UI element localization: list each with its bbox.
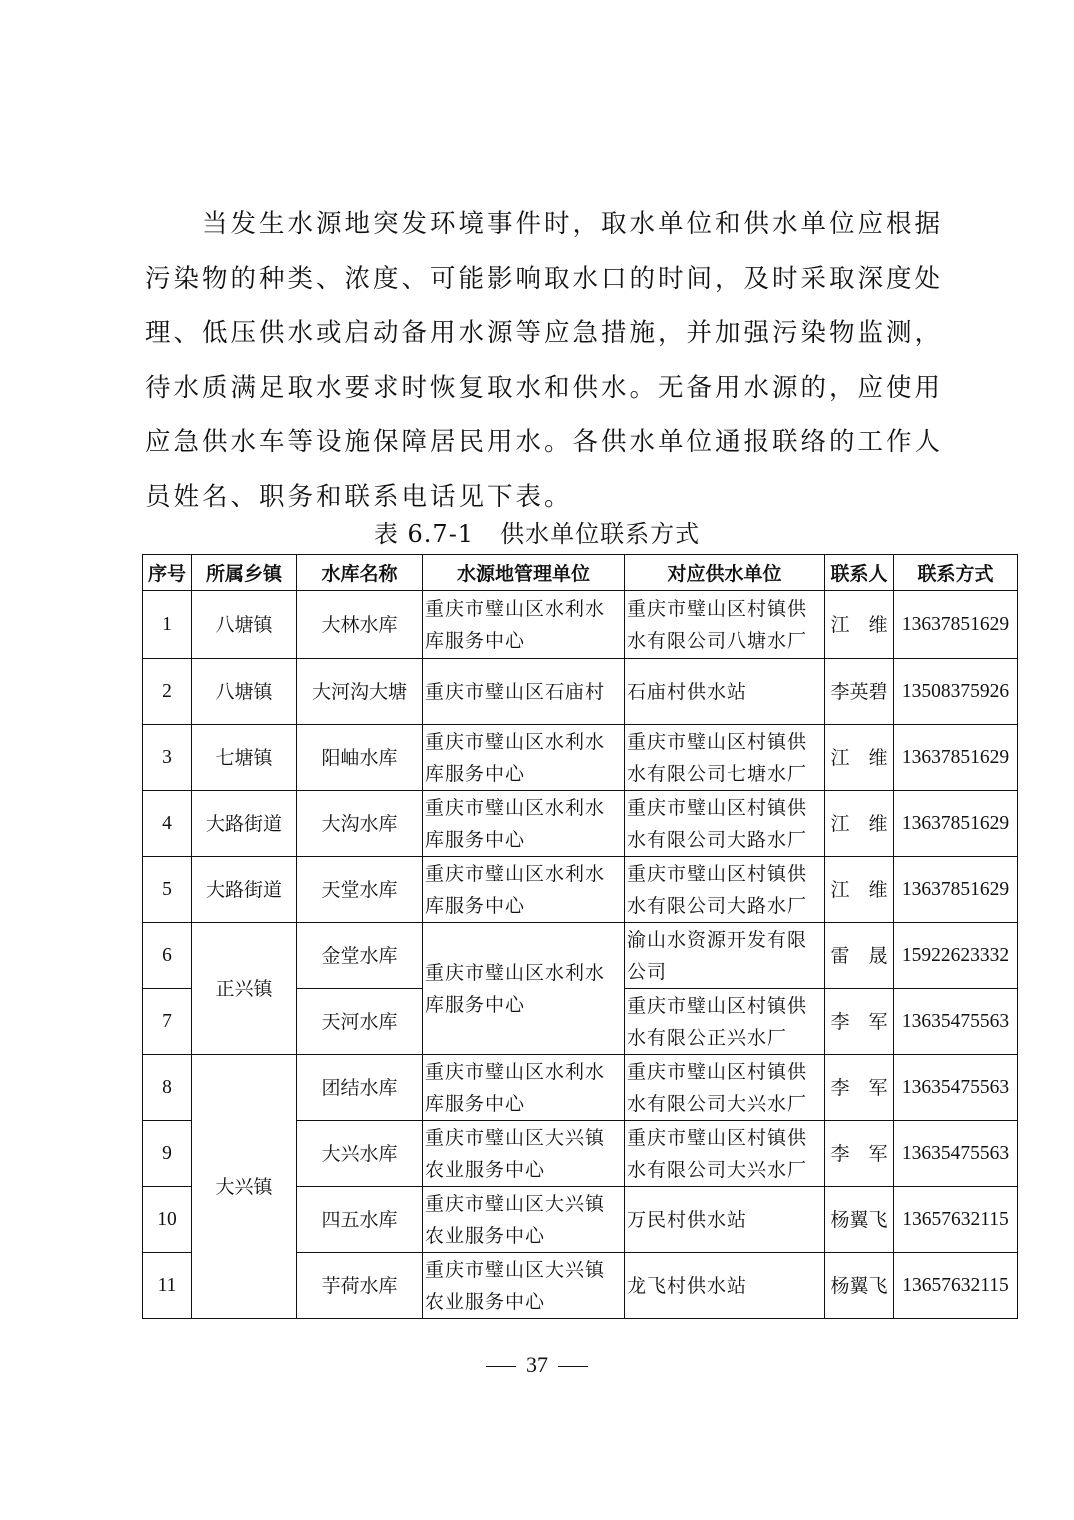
contact-person-cell: 李 军	[825, 1121, 894, 1187]
paragraph-line: 员姓名、职务和联系电话见下表。	[145, 481, 573, 512]
supplier-cell: 重庆市璧山区村镇供水有限公司大兴水厂	[625, 1055, 825, 1121]
phone-cell: 15922623332	[894, 923, 1018, 989]
header-cell: 序号	[143, 555, 192, 591]
manager-cell: 重庆市璧山区水利水库服务中心	[423, 857, 625, 923]
town-cell: 八塘镇	[192, 591, 297, 659]
contact-person-cell: 杨翼飞	[825, 1253, 894, 1319]
supplier-cell: 龙飞村供水站	[625, 1253, 825, 1319]
manager-cell: 重庆市璧山区水利水库服务中心	[423, 923, 625, 1055]
supplier-cell: 重庆市璧山区村镇供水有限公司八塘水厂	[625, 591, 825, 659]
table-caption-title: 供水单位联系方式	[500, 520, 701, 548]
header-cell: 联系方式	[894, 555, 1018, 591]
row-number: 9	[143, 1121, 192, 1187]
manager-cell: 重庆市璧山区水利水库服务中心	[423, 1055, 625, 1121]
contact-person-cell: 李英碧	[825, 659, 894, 725]
paragraph-line: 理、低压供水或启动备用水源等应急措施，并加强污染物监测，	[145, 318, 944, 348]
supplier-cell: 渝山水资源开发有限公司	[625, 923, 825, 989]
phone-cell: 13508375926	[894, 659, 1018, 725]
table-header-row	[143, 555, 1018, 591]
row-number: 7	[143, 989, 192, 1055]
table-row	[143, 659, 1018, 725]
contact-person-cell: 江 维	[825, 791, 894, 857]
page-number-text: 37	[526, 1352, 548, 1377]
page-number-dash-left	[486, 1366, 516, 1367]
manager-cell: 重庆市璧山区水利水库服务中心	[423, 791, 625, 857]
town-cell: 正兴镇	[192, 923, 297, 1055]
table-row	[143, 1055, 1018, 1121]
row-number: 1	[143, 591, 192, 659]
supplier-cell: 重庆市璧山区村镇供水有限公司七塘水厂	[625, 725, 825, 791]
reservoir-cell: 四五水库	[297, 1187, 423, 1253]
contact-person-cell: 李 军	[825, 1055, 894, 1121]
reservoir-cell: 阳岫水库	[297, 725, 423, 791]
manager-cell: 重庆市璧山区大兴镇农业服务中心	[423, 1253, 625, 1319]
phone-cell: 13635475563	[894, 1055, 1018, 1121]
manager-cell: 重庆市璧山区水利水库服务中心	[423, 725, 625, 791]
reservoir-cell: 大林水库	[297, 591, 423, 659]
supplier-cell: 重庆市璧山区村镇供水有限公司大路水厂	[625, 857, 825, 923]
contact-person-cell: 杨翼飞	[825, 1187, 894, 1253]
contact-person-cell: 李 军	[825, 989, 894, 1055]
town-cell: 大路街道	[192, 791, 297, 857]
town-cell: 大路街道	[192, 857, 297, 923]
header-cell: 对应供水单位	[625, 555, 825, 591]
phone-cell: 13637851629	[894, 857, 1018, 923]
phone-cell: 13637851629	[894, 725, 1018, 791]
manager-cell: 重庆市璧山区大兴镇农业服务中心	[423, 1187, 625, 1253]
paragraph-line: 当发生水源地突发环境事件时，取水单位和供水单位应根据	[202, 209, 944, 239]
row-number: 11	[143, 1253, 192, 1319]
header-cell: 水源地管理单位	[423, 555, 625, 591]
table-caption-number: 表 6.7-1	[373, 520, 475, 548]
table-row	[143, 857, 1018, 923]
contact-person-cell: 江 维	[825, 725, 894, 791]
town-cell: 七塘镇	[192, 725, 297, 791]
reservoir-cell: 天堂水库	[297, 857, 423, 923]
phone-cell: 13635475563	[894, 1121, 1018, 1187]
phone-cell: 13637851629	[894, 791, 1018, 857]
manager-cell: 重庆市璧山区石庙村	[423, 659, 625, 725]
reservoir-cell: 金堂水库	[297, 923, 423, 989]
header-cell: 水库名称	[297, 555, 423, 591]
phone-cell: 13657632115	[894, 1187, 1018, 1253]
body-paragraph	[145, 197, 945, 524]
paragraph-line: 应急供水车等设施保障居民用水。各供水单位通报联络的工作人	[145, 427, 944, 457]
table-row	[143, 725, 1018, 791]
supplier-cell: 石庙村供水站	[625, 659, 825, 725]
reservoir-cell: 团结水库	[297, 1055, 423, 1121]
page-number	[0, 1352, 1074, 1378]
reservoir-cell: 大沟水库	[297, 791, 423, 857]
row-number: 10	[143, 1187, 192, 1253]
phone-cell: 13635475563	[894, 989, 1018, 1055]
reservoir-cell: 芋荷水库	[297, 1253, 423, 1319]
supplier-cell: 重庆市璧山区村镇供水有限公司大兴水厂	[625, 1121, 825, 1187]
contact-table	[142, 554, 1018, 1319]
row-number: 6	[143, 923, 192, 989]
reservoir-cell: 大兴水库	[297, 1121, 423, 1187]
manager-cell: 重庆市璧山区水利水库服务中心	[423, 591, 625, 659]
header-cell: 联系人	[825, 555, 894, 591]
contact-person-cell: 江 维	[825, 857, 894, 923]
paragraph-line: 待水质满足取水要求时恢复取水和供水。无备用水源的，应使用	[145, 372, 944, 403]
page-number-dash-right	[558, 1366, 588, 1367]
row-number: 2	[143, 659, 192, 725]
row-number: 4	[143, 791, 192, 857]
table-row	[143, 591, 1018, 659]
supplier-cell: 万民村供水站	[625, 1187, 825, 1253]
manager-cell: 重庆市璧山区大兴镇农业服务中心	[423, 1121, 625, 1187]
header-cell: 所属乡镇	[192, 555, 297, 591]
table-row	[143, 791, 1018, 857]
reservoir-cell: 天河水库	[297, 989, 423, 1055]
row-number: 3	[143, 725, 192, 791]
supplier-cell: 重庆市璧山区村镇供水有限公正兴水厂	[625, 989, 825, 1055]
table-row	[143, 923, 1018, 989]
reservoir-cell: 大河沟大塘	[297, 659, 423, 725]
town-cell: 八塘镇	[192, 659, 297, 725]
paragraph-line: 污染物的种类、浓度、可能影响取水口的时间，及时采取深度处	[145, 263, 944, 294]
table-caption	[0, 516, 1074, 552]
row-number: 5	[143, 857, 192, 923]
phone-cell: 13657632115	[894, 1253, 1018, 1319]
contact-person-cell: 雷 晟	[825, 923, 894, 989]
contact-person-cell: 江 维	[825, 591, 894, 659]
row-number: 8	[143, 1055, 192, 1121]
town-cell: 大兴镇	[192, 1055, 297, 1319]
supplier-cell: 重庆市璧山区村镇供水有限公司大路水厂	[625, 791, 825, 857]
phone-cell: 13637851629	[894, 591, 1018, 659]
